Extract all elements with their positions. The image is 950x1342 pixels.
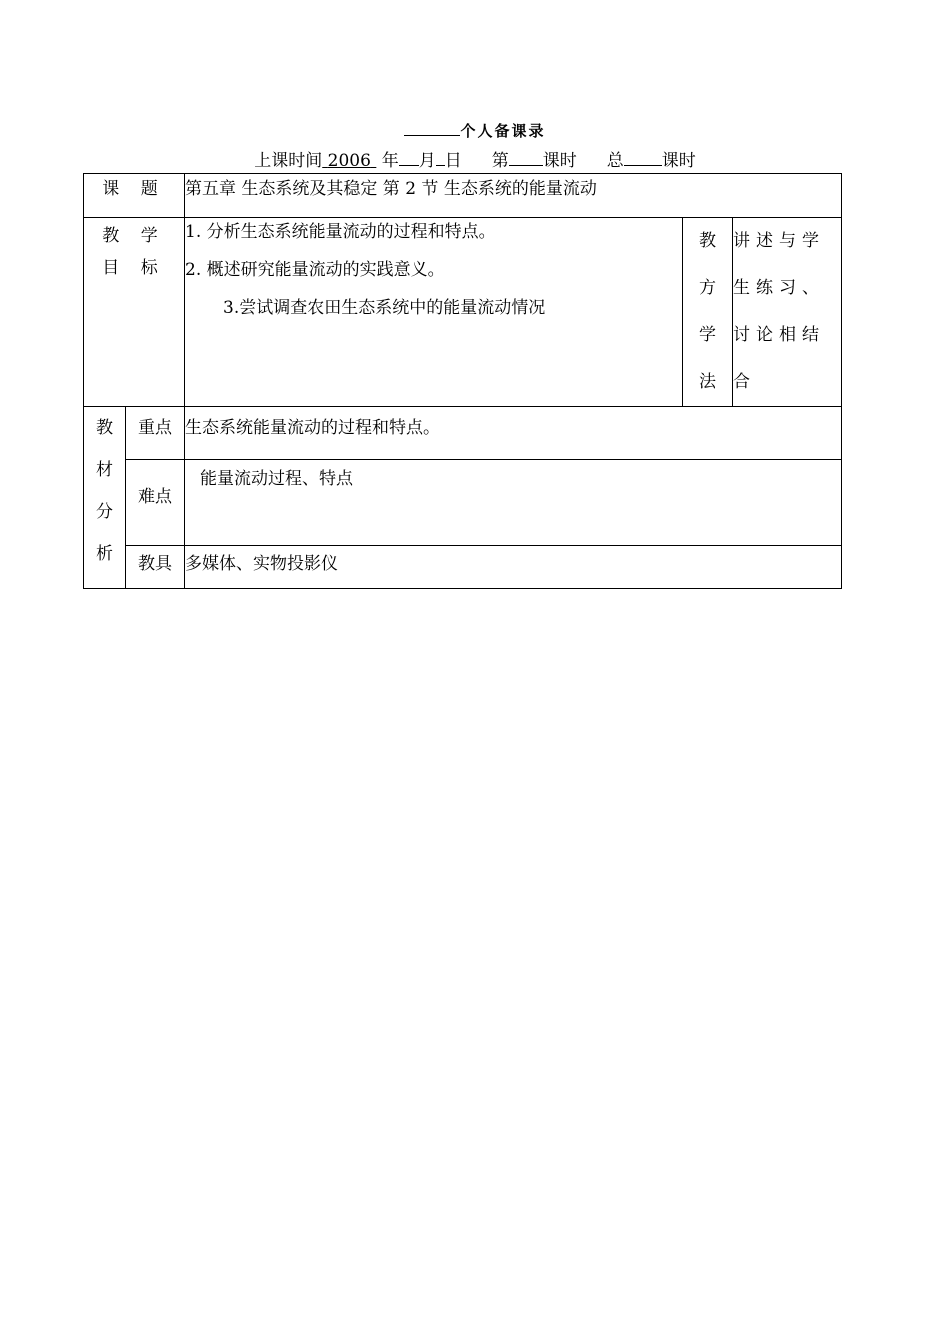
key-point-value: 生态系统能量流动的过程和特点。 — [185, 407, 842, 460]
total-unit: 课时 — [661, 151, 696, 171]
difficulty-row — [84, 460, 842, 546]
total-prefix: 总 — [606, 151, 624, 171]
lesson-schedule-line — [0, 146, 950, 171]
tools-label: 教具 — [126, 546, 185, 589]
key-point-label: 重点 — [126, 407, 185, 460]
goal-item: 2. 概述研究能量流动的实践意义。 — [185, 260, 445, 280]
difficulty-label: 难点 — [126, 460, 185, 546]
topic-label: 课 题 — [84, 174, 185, 218]
year-value: 2006 — [327, 151, 371, 171]
date-label: 上课时间 — [254, 151, 323, 171]
key-point-row — [84, 407, 842, 460]
difficulty-value: 能量流动过程、特点 — [185, 460, 842, 546]
tools-row — [84, 546, 842, 589]
document-title — [0, 120, 950, 141]
day-unit: 日 — [444, 151, 462, 171]
lesson-prefix: 第 — [491, 151, 509, 171]
month-unit: 月 — [418, 151, 436, 171]
title-text: 个人备课录 — [460, 122, 546, 140]
tools-value: 多媒体、实物投影仪 — [185, 546, 842, 589]
day-blank — [436, 149, 445, 166]
analysis-label: 教 材 分 析 — [84, 407, 126, 589]
method-value: 讲述与学生练习、讨论相结合 — [733, 218, 842, 407]
lesson-plan-table — [83, 173, 842, 589]
goals-row — [84, 218, 842, 407]
year-unit: 年 — [381, 151, 399, 171]
goal-item: 1. 分析生态系统能量流动的过程和特点。 — [185, 222, 496, 242]
goal-item: 3.尝试调查农田生态系统中的能量流动情况 — [223, 298, 546, 318]
month-blank — [399, 149, 419, 166]
lesson-blank — [509, 149, 543, 166]
topic-value: 第五章 生态系统及其稳定 第 2 节 生态系统的能量流动 — [185, 174, 842, 218]
method-label: 教 方 学 法 — [683, 218, 733, 407]
goals-label: 教 学 目 标 — [84, 218, 185, 407]
lesson-unit: 课时 — [542, 151, 577, 171]
goals-list — [185, 218, 683, 407]
total-blank — [624, 149, 662, 166]
teacher-name-blank — [404, 121, 460, 136]
topic-row — [84, 174, 842, 218]
